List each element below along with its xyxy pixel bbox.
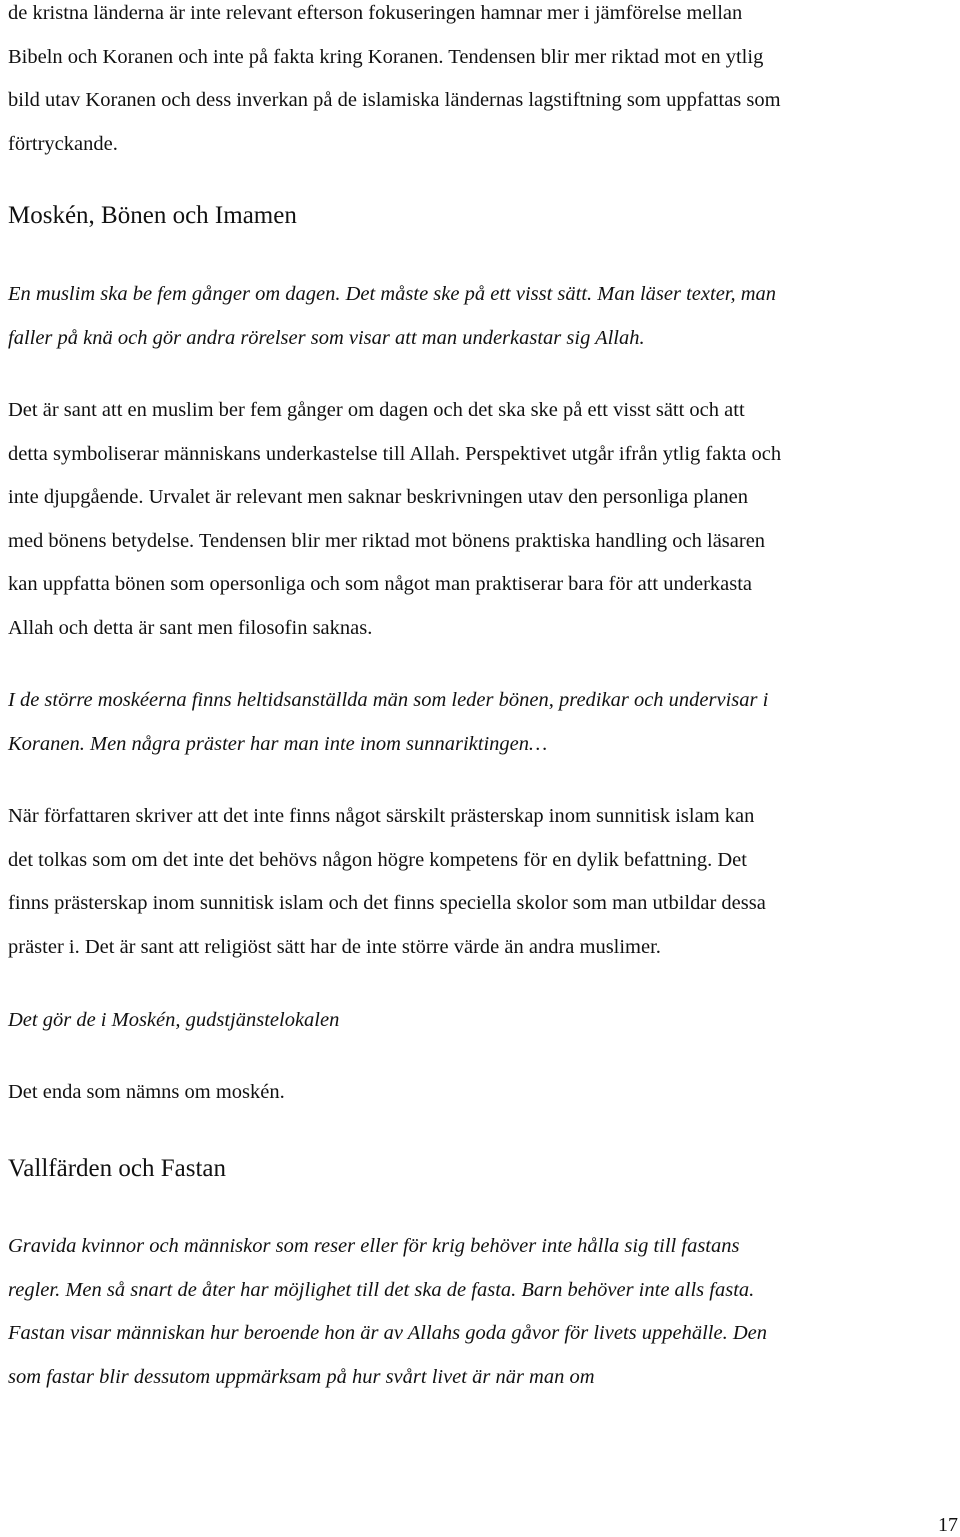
text-line: Koranen. Men några präster har man inte inom sunnariktingen… bbox=[8, 732, 548, 755]
text-line: de kristna länderna är inte relevant efterson fokuseringen hamnar mer i jämförelse mellan bbox=[8, 2, 743, 24]
page-number: 17 bbox=[938, 1514, 958, 1536]
text-line: Bibeln och Koranen och inte på fakta kring Koranen. Tendensen blir mer riktad mot en ytlig bbox=[8, 45, 764, 68]
quote-fasting bbox=[8, 1225, 767, 1399]
intro-paragraph bbox=[8, 0, 781, 166]
text-line: präster i. Det är sant att religiöst sätt har de inte större värde än andra muslimer. bbox=[8, 935, 661, 958]
text-line: Allah och detta är sant men filosofin saknas. bbox=[8, 616, 373, 639]
text-line: finns prästerskap inom sunnitisk islam och det finns speciella skolor som man utbildar dessa bbox=[8, 892, 766, 914]
text-line: kan uppfatta bönen som opersonliga och som något man praktiserar bara för att underkasta bbox=[8, 573, 753, 595]
paragraph-priesthood-analysis bbox=[8, 795, 766, 969]
text-line: inte djupgående. Urvalet är relevant men saknar beskrivningen utav den personliga planen bbox=[8, 486, 749, 508]
paragraph-mosque-mention: Det enda som nämns om moskén. bbox=[8, 1081, 285, 1103]
text-line: Fastan visar människan hur beroende hon är av Allahs goda gåvor för livets uppehälle. Den bbox=[8, 1322, 767, 1344]
text-line: faller på knä och gör andra rörelser som visar att man underkastar sig Allah. bbox=[8, 326, 645, 349]
text-line: det tolkas som om det inte det behövs någon högre kompetens för en dylik befattning. Det bbox=[8, 848, 747, 871]
text-line: I de större moskéerna finns heltidsanställda män som leder bönen, predikar och undervisar i bbox=[8, 689, 769, 711]
text-line: När författaren skriver att det inte finns något särskilt prästerskap inom sunnitisk islam kan bbox=[8, 805, 755, 827]
text-line: förtryckande. bbox=[8, 132, 118, 155]
text-line: Gravida kvinnor och människor som reser eller för krig behöver inte hålla sig till fastans bbox=[8, 1235, 740, 1257]
paragraph-prayer-analysis bbox=[8, 389, 781, 650]
text-line: detta symboliserar människans underkastelse till Allah. Perspektivet utgår ifrån ytlig fakta och bbox=[8, 442, 782, 465]
section-heading-mosken: Moskén, Bönen och Imamen bbox=[8, 202, 297, 229]
quote-prayer bbox=[8, 273, 776, 360]
section-heading-pilgrimage: Vallfärden och Fastan bbox=[8, 1155, 226, 1182]
quote-mosque-place: Det gör de i Moskén, gudstjänstelokalen bbox=[8, 1009, 340, 1031]
text-line: bild utav Koranen och dess inverkan på de islamiska ländernas lagstiftning som uppfattas som bbox=[8, 89, 781, 111]
text-line: En muslim ska be fem gånger om dagen. Det måste ske på ett visst sätt. Man läser texter, man bbox=[8, 283, 777, 305]
text-line: regler. Men så snart de åter har möjlighet till det ska de fasta. Barn behöver inte alls fasta. bbox=[8, 1278, 755, 1301]
text-line: Det är sant att en muslim ber fem gånger om dagen och det ska ske på ett visst sätt och att bbox=[8, 399, 745, 421]
text-line: som fastar blir dessutom uppmärksam på hur svårt livet är när man om bbox=[8, 1365, 595, 1388]
quote-mosques bbox=[8, 679, 768, 766]
text-line: med bönens betydelse. Tendensen blir mer riktad mot bönens praktiska handling och läsaren bbox=[8, 529, 766, 552]
